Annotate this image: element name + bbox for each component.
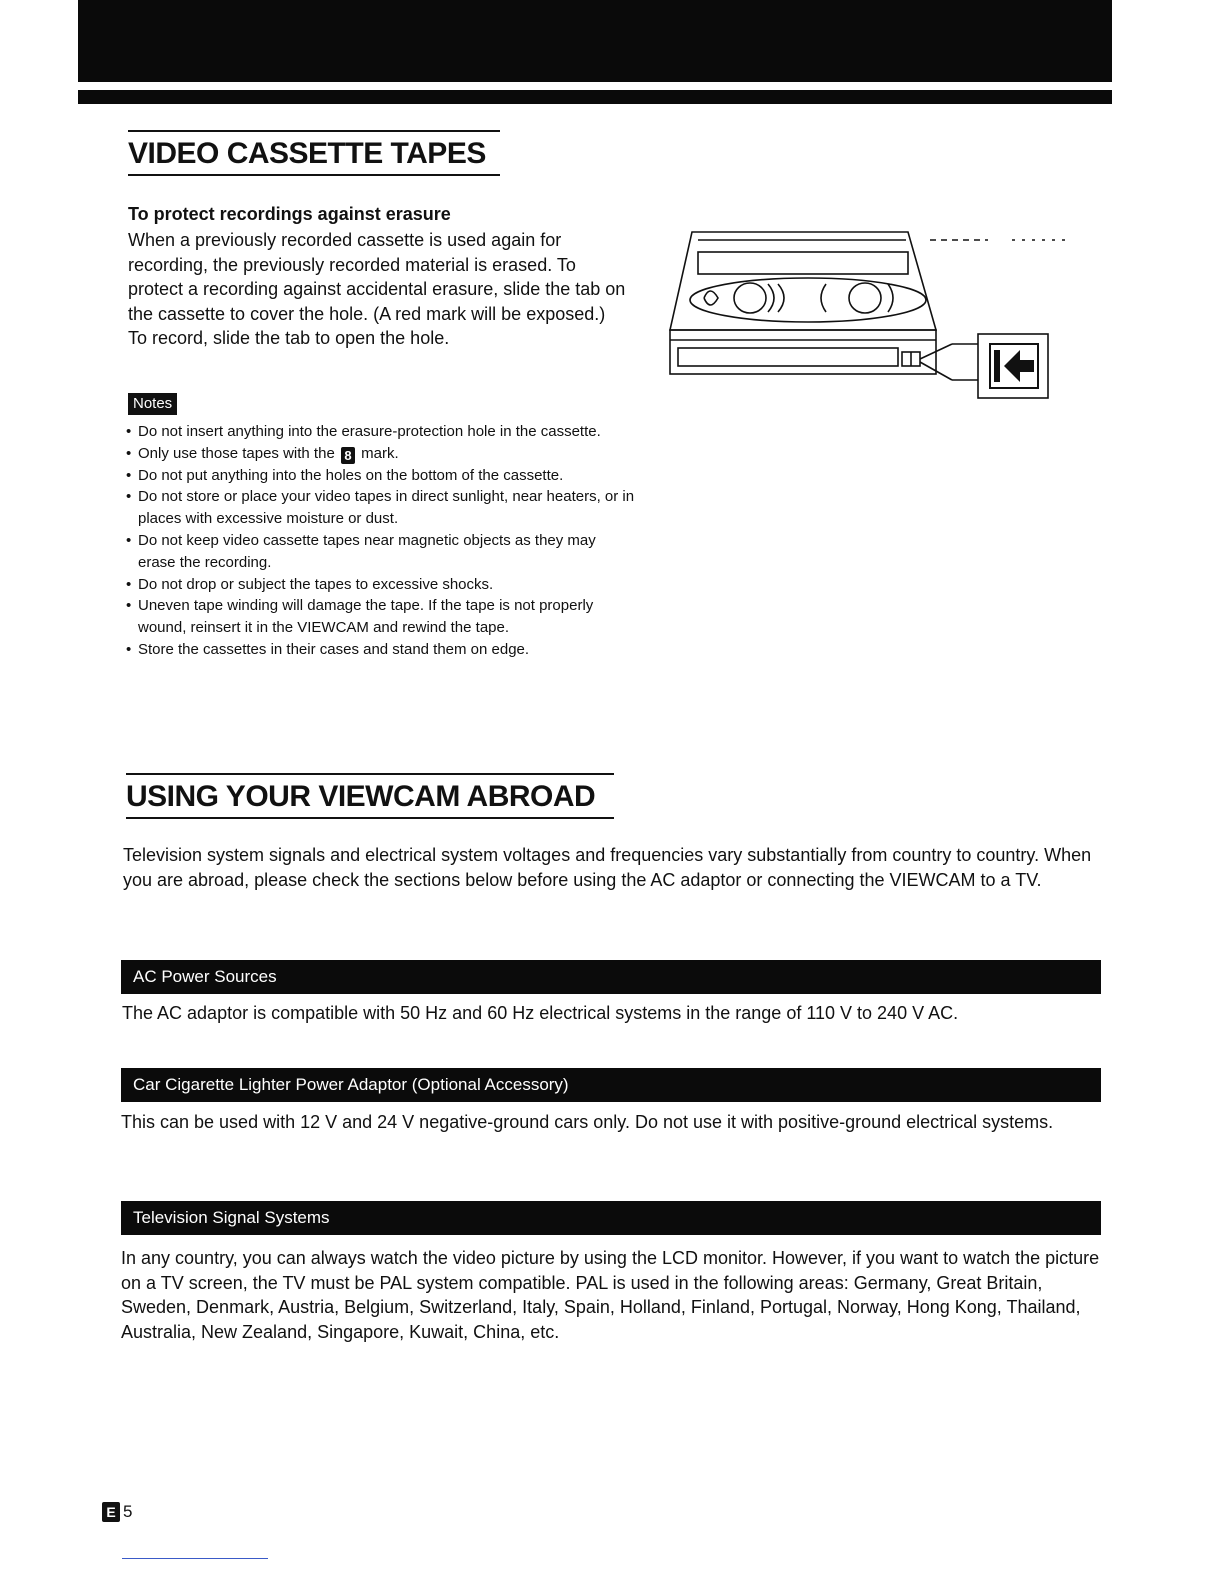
car-adaptor-paragraph: This can be used with 12 V and 24 V negative-ground cars only. Do not use it with positive-ground electrical systems. [121, 1112, 1054, 1132]
subheading-protect-recordings: To protect recordings against erasure [128, 204, 451, 224]
header-black-bar [78, 0, 1112, 82]
note-item: • Do not drop or subject the tapes to excessive shocks. [126, 574, 636, 596]
note-text: Only use those tapes with the [138, 444, 335, 462]
page-number [102, 1502, 132, 1522]
heading-ac-power-sources: AC Power Sources [121, 960, 1101, 994]
note-item: • Do not put anything into the holes on the bottom of the cassette. [126, 465, 636, 487]
section-title-using-viewcam-abroad: USING YOUR VIEWCAM ABROAD [126, 773, 614, 819]
bottom-rule [122, 1558, 268, 1559]
page-number-value: 5 [123, 1502, 133, 1521]
video8-mark-icon: 8 [341, 447, 355, 464]
note-item: • Uneven tape winding will damage the tape. If the tape is not properly wound, reinsert it in the VIEWCAM and rewind the tape. [126, 595, 636, 639]
notes-label: Notes [128, 393, 177, 415]
note-item: • Do not keep video cassette tapes near magnetic objects as they may erase the recording. [126, 530, 636, 574]
cassette-illustration [668, 222, 1068, 404]
abroad-intro-paragraph: Television system signals and electrical system voltages and frequencies vary substantially from country to country. When you are abroad, please check the sections below before using the AC adaptor or connecting the VIEWCAM to a TV. [123, 845, 1092, 890]
section-title-video-cassette-tapes: VIDEO CASSETTE TAPES [128, 130, 500, 176]
heading-car-adaptor: Car Cigarette Lighter Power Adaptor (Optional Accessory) [121, 1068, 1101, 1102]
ac-power-paragraph: The AC adaptor is compatible with 50 Hz and 60 Hz electrical systems in the range of 110 V to 240 V AC. [122, 1003, 959, 1023]
language-badge-icon: E [102, 1502, 120, 1522]
note-item [126, 443, 636, 465]
header-rule [78, 90, 1112, 104]
notes-list [126, 421, 636, 661]
tv-signal-paragraph: In any country, you can always watch the video picture by using the LCD monitor. However, if you want to watch the picture on a TV screen, the TV must be PAL system compatible. PAL is used in the following areas: Germany, Great Britain, Sweden, Denmark, Austria, Belgium, Switzerland, Italy, Spain, Holland, Finland, Portugal, Norway, Hong Kong, Thailand, Australia, New Zealand, Singapore, Kuwait, China, etc. [121, 1248, 1100, 1342]
note-item: • Do not store or place your video tapes in direct sunlight, near heaters, or in places with excessive moisture or dust. [126, 486, 636, 530]
note-item: • Do not insert anything into the erasure-protection hole in the cassette. [126, 421, 636, 443]
note-text: mark. [361, 444, 399, 462]
protect-recordings-paragraph: When a previously recorded cassette is used again for recording, the previously recorded material is erased. To protect a recording against accidental erasure, slide the tab on the cassette to cover the hole. (A red mark will be exposed.) To record, slide the tab to open the hole. [128, 230, 626, 348]
heading-tv-signal-systems: Television Signal Systems [121, 1201, 1101, 1235]
note-item: • Store the cassettes in their cases and stand them on edge. [126, 639, 636, 661]
